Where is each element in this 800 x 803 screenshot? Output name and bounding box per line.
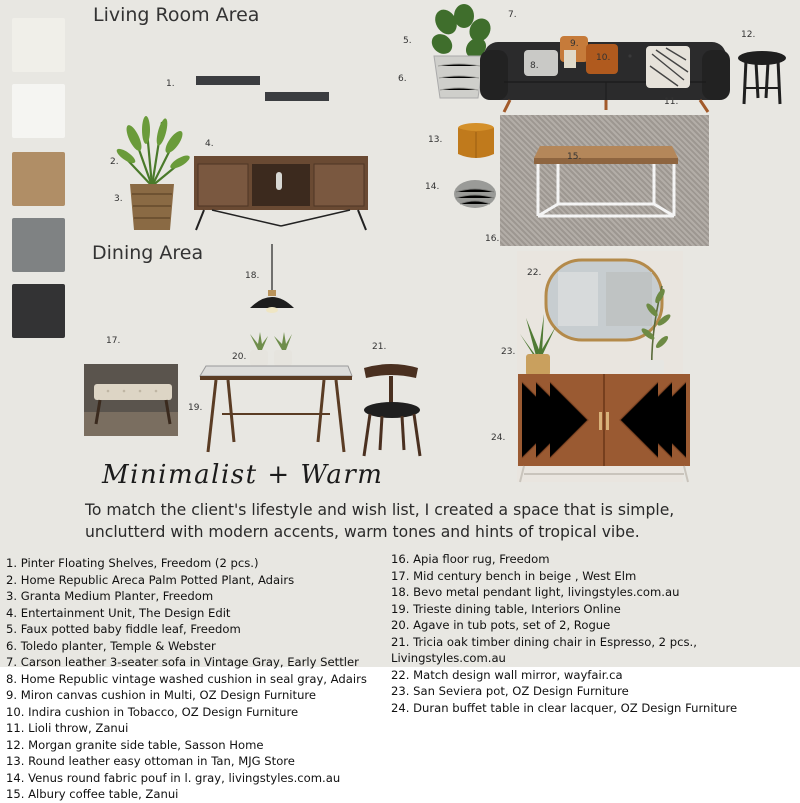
- fabric-pouf-image: [452, 176, 498, 210]
- dining-chair-image: [356, 362, 426, 458]
- list-item: 6. Toledo planter, Temple & Webster: [6, 638, 216, 653]
- list-item: 22. Match design wall mirror, wayfair.ca: [391, 667, 623, 682]
- list-item: 3. Granta Medium Planter, Freedom: [6, 589, 214, 603]
- marker-16: 16.: [485, 234, 500, 244]
- list-item: 7. Carson leather 3-seater sofa in Vintage Gray, Early Settler: [6, 655, 359, 669]
- marker-4: 4.: [205, 139, 214, 149]
- list-item: 1. Pinter Floating Shelves, Freedom (2 pcs.): [6, 556, 259, 570]
- floating-shelves-image: [196, 76, 260, 85]
- list-item: 24. Duran buffet table in clear lacquer, OZ Design Furniture: [391, 700, 738, 715]
- marker-9: 9.: [570, 39, 579, 49]
- areca-palm-image: [112, 112, 192, 232]
- description-line: unclutterd with modern accents, warm tones and hints of tropical vibe.: [85, 523, 640, 541]
- marker-24: 24.: [491, 433, 506, 443]
- buffet-table-image: [516, 372, 692, 484]
- marker-14: 14.: [425, 182, 440, 192]
- marker-11: 11.: [664, 97, 679, 107]
- list-item: 15. Albury coffee table, Zanui: [6, 787, 179, 801]
- marker-1: 1.: [166, 79, 175, 89]
- marker-2: 2.: [110, 157, 119, 167]
- list-item: 9. Miron canvas cushion in Multi, OZ Design Furniture: [6, 688, 317, 702]
- leather-sofa-image: [480, 20, 730, 114]
- list-item: 16. Apia floor rug, Freedom: [391, 552, 550, 566]
- color-swatch-1: [12, 18, 65, 72]
- snake-plant-pot-image: [518, 312, 558, 378]
- list-item: 12. Morgan granite side table, Sasson Home: [6, 737, 264, 752]
- list-item: 20. Agave in tub pots, set of 2, Rogue: [391, 618, 611, 632]
- marker-21: 21.: [372, 342, 387, 352]
- design-description: [85, 499, 800, 543]
- tan-ottoman-image: [456, 122, 496, 162]
- list-item: 8. Home Republic vintage washed cushion in seal gray, Adairs: [6, 671, 367, 686]
- marker-17: 17.: [106, 336, 121, 346]
- description-line: To match the client's lifestyle and wish list, I created a space that is simple,: [85, 501, 675, 519]
- marker-20: 20.: [232, 352, 247, 362]
- list-item: 5. Faux potted baby fiddle leaf, Freedom: [6, 622, 241, 636]
- floating-shelves-image: [265, 92, 329, 101]
- bench-image: [84, 364, 178, 436]
- marker-6: 6.: [398, 74, 407, 84]
- tagline: Minimalist + Warm: [102, 460, 384, 490]
- item-list-right: [391, 551, 737, 716]
- entertainment-unit-image: [192, 154, 370, 232]
- living-room-heading: Living Room Area: [93, 4, 260, 26]
- marker-5: 5.: [403, 36, 412, 46]
- marker-23: 23.: [501, 347, 516, 357]
- dining-table-image: [198, 364, 354, 456]
- list-item: 2. Home Republic Areca Palm Potted Plant, Adairs: [6, 572, 295, 587]
- list-item: Livingstyles.com.au: [391, 651, 506, 665]
- list-item: 21. Tricia oak timber dining chair in Espresso, 2 pcs.,: [391, 634, 697, 649]
- marker-12: 12.: [741, 30, 756, 40]
- color-swatch-5: [12, 284, 65, 338]
- list-item: 14. Venus round fabric pouf in l. gray, livingstyles.com.au: [6, 770, 341, 785]
- coffee-table-image: [532, 140, 680, 220]
- marker-13: 13.: [428, 135, 443, 145]
- olive-branch-image: [622, 276, 682, 380]
- color-swatch-2: [12, 84, 65, 138]
- list-item: 18. Bevo metal pendant light, livingstyles.com.au: [391, 585, 680, 599]
- list-item: 11. Lioli throw, Zanui: [6, 721, 129, 735]
- dining-area-heading: Dining Area: [92, 242, 204, 264]
- marker-3: 3.: [114, 194, 123, 204]
- marker-7: 7.: [508, 10, 517, 20]
- list-item: 4. Entertainment Unit, The Design Edit: [6, 605, 231, 620]
- marker-10: 10.: [596, 53, 611, 63]
- marker-22: 22.: [527, 268, 542, 278]
- marker-8: 8.: [530, 61, 539, 71]
- marker-18: 18.: [245, 271, 260, 281]
- marker-15: 15.: [567, 152, 582, 162]
- color-swatch-4: [12, 218, 65, 272]
- marker-19: 19.: [188, 403, 203, 413]
- color-swatch-3: [12, 152, 65, 206]
- list-item: 13. Round leather easy ottoman in Tan, MJG Store: [6, 754, 295, 768]
- list-item: 23. San Seviera pot, OZ Design Furniture: [391, 684, 629, 698]
- list-item: 17. Mid century bench in beige , West Elm: [391, 568, 637, 583]
- side-table-image: [736, 48, 788, 106]
- list-item: 10. Indira cushion in Tobacco, OZ Design Furniture: [6, 704, 299, 719]
- item-list-left: [6, 555, 367, 803]
- list-item: 19. Trieste dining table, Interiors Online: [391, 601, 621, 616]
